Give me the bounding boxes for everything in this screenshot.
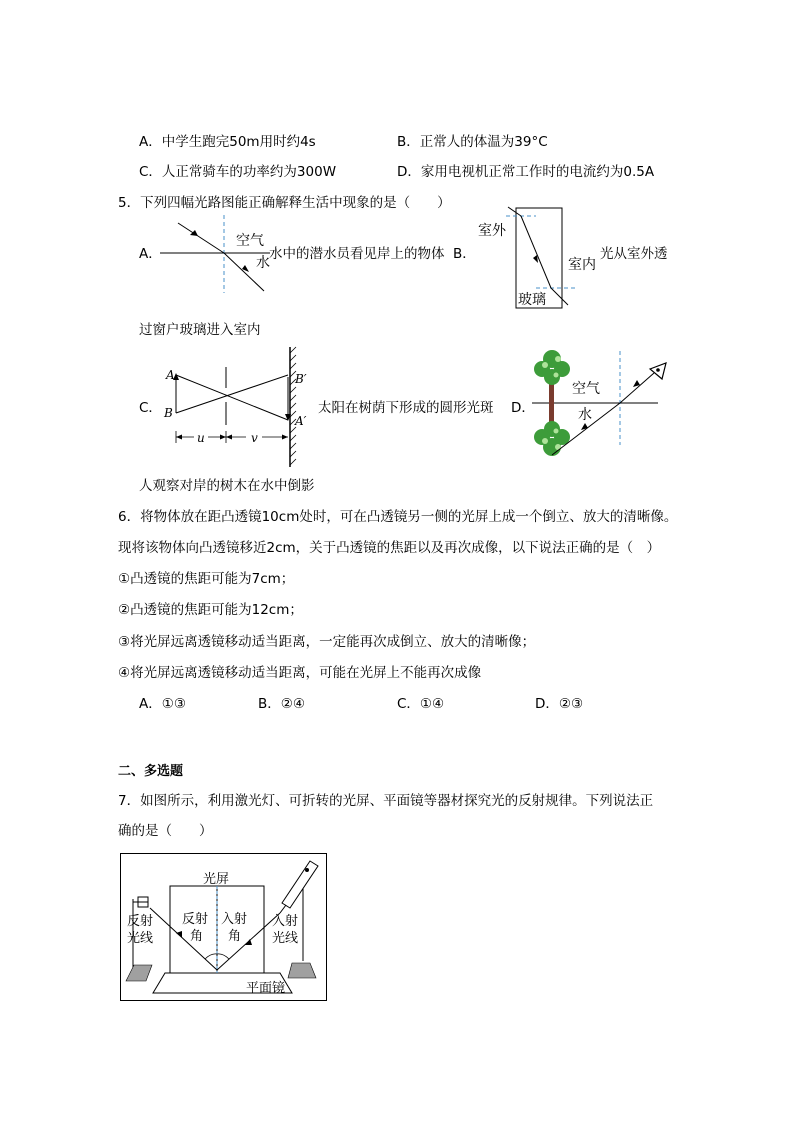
q5-c-v: v <box>251 431 258 445</box>
q6-option-d: D．②③ <box>535 696 584 712</box>
q5-d-water: 水 <box>578 407 592 423</box>
q7-stem-line1: 7．如图所示，利用激光灯、可折转的光屏、平面镜等器材探究光的反射规律。下列说法正 <box>118 793 654 809</box>
q5-c-Ap: A′ <box>295 414 307 428</box>
q5-d-air: 空气 <box>572 381 600 397</box>
laser-pointer-icon <box>280 861 318 913</box>
q6-statement-2: ②凸透镜的焦距可能为12cm； <box>118 602 303 618</box>
q6-statement-3: ③将光屏远离透镜移动适当距离，一定能再次成倒立、放大的清晰像； <box>118 634 536 650</box>
tree-icon <box>534 350 570 385</box>
q6-stem-line2: 现将该物体向凸透镜移近2cm，关于凸透镜的焦距以及再次成像，以下说法正确的是（ ） <box>118 540 661 556</box>
section-title: 二、多选题 <box>118 764 184 779</box>
q4-option-c: C．人正常骑车的功率约为300W <box>139 164 337 180</box>
q7-inc-ray-label-1: 入射 <box>272 914 299 929</box>
q7-mirror-label: 平面镜 <box>246 981 286 996</box>
q4-option-d: D．家用电视机正常工作时的电流约为0.5A <box>397 164 655 180</box>
q5-d-text: 人观察对岸的树木在水中倒影 <box>139 478 315 494</box>
q5-b-text: 光从室外透 <box>600 246 668 262</box>
q5-b-label: B． <box>453 246 476 262</box>
q5-c-Bp: B′ <box>295 372 307 386</box>
q5-figure-b <box>476 205 606 313</box>
q5-c-text: 太阳在树荫下形成的圆形光斑 <box>318 400 494 416</box>
q7-refl-angle-label-1: 反射 <box>182 912 209 927</box>
q5-a-text: 水中的潜水员看见岸上的物体 <box>269 246 445 262</box>
q5-b-glass: 玻璃 <box>518 292 546 308</box>
q7-refl-ray-label-1: 反射 <box>127 914 154 929</box>
tree-reflection-icon <box>534 421 570 456</box>
q7-inc-angle-label-2: 角 <box>228 929 242 944</box>
q6-statement-4: ④将光屏远离透镜移动适当距离，可能在光屏上不能再次成像 <box>118 665 482 681</box>
q5-b-text-cont: 过窗户玻璃进入室内 <box>139 322 261 338</box>
q7-refl-ray-label-2: 光线 <box>127 931 154 946</box>
q7-stem-line2: 确的是（ ） <box>118 823 213 839</box>
q5-c-B: B <box>164 406 173 420</box>
q5-c-A: A <box>166 368 175 382</box>
q5-figure-c <box>158 345 323 470</box>
q7-inc-ray-label-2: 光线 <box>272 931 299 946</box>
q4-option-b: B．正常人的体温为39°C <box>397 134 548 150</box>
q6-statement-1: ①凸透镜的焦距可能为7cm； <box>118 571 295 587</box>
q5-figure-d <box>532 345 672 467</box>
q5-a-air: 空气 <box>236 233 264 249</box>
q7-figure <box>120 853 328 1003</box>
q5-a-water: 水 <box>256 255 270 271</box>
q5-stem: 5．下列四幅光路图能正确解释生活中现象的是（ ） <box>118 195 451 211</box>
q6-stem-line1: 6．将物体放在距凸透镜10cm处时，可在凸透镜另一侧的光屏上成一个倒立、放大的清晰像。 <box>118 509 678 525</box>
q7-inc-angle-label-1: 入射 <box>221 912 248 927</box>
q5-a-label: A． <box>139 246 162 262</box>
q7-refl-angle-label-2: 角 <box>190 929 204 944</box>
q5-c-u: u <box>197 431 205 445</box>
q5-b-outdoor: 室外 <box>478 223 506 239</box>
q4-option-a: A．中学生跑完50m用时约4s <box>139 134 316 150</box>
q6-option-b: B．②④ <box>258 696 305 712</box>
q6-option-a: A．①③ <box>139 696 186 712</box>
q5-b-indoor: 室内 <box>568 257 596 273</box>
q6-option-c: C．①④ <box>397 696 445 712</box>
q5-d-label: D． <box>511 400 535 416</box>
eye-icon <box>650 363 666 379</box>
q5-c-label: C． <box>139 400 162 416</box>
q7-screen-label: 光屏 <box>203 872 230 887</box>
